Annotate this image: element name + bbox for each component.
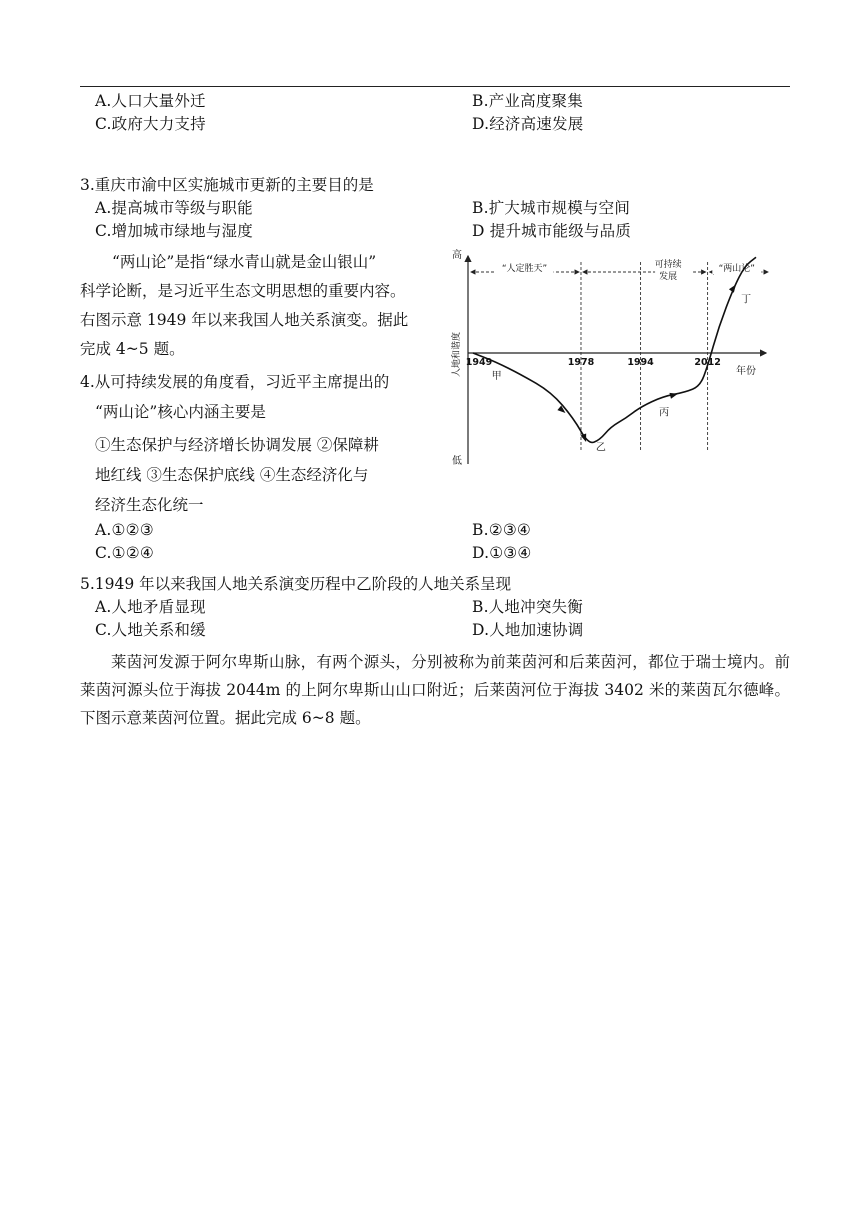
q4-stem-line-5: 经济生态化统一 (95, 496, 204, 514)
phase-label-3: “两山论” (718, 264, 755, 274)
q5-option-b: B.人地冲突失衡 (472, 598, 583, 616)
intro-45-line-1: “两山论”是指“绿水青山就是金山银山” (112, 253, 377, 271)
y-high-label: 高 (452, 250, 462, 261)
prev-option-a: A.人口大量外迁 (95, 92, 206, 110)
intro-45-line-3: 右图示意 1949 年以来我国人地关系演变。据此 (80, 311, 409, 329)
top-rule (80, 86, 790, 87)
phase-label-1: “人定胜天” (501, 264, 548, 274)
stage-label-yi: 乙 (595, 442, 606, 454)
stage-label-ding: 丁 (741, 294, 752, 306)
curve-arrow-4 (729, 283, 739, 293)
q4-option-d: D.①③④ (472, 544, 532, 562)
x-tick-1978: 1978 (567, 357, 595, 368)
prev-option-b: B.产业高度聚集 (472, 92, 583, 110)
q5-option-c: C.人地关系和缓 (95, 621, 206, 639)
intro-45-line-2: 科学论断，是习近平生态文明思想的重要内容。 (80, 282, 406, 300)
series-curve (473, 257, 756, 442)
x-tick-1949: 1949 (465, 357, 493, 368)
q4-option-c: C.①②④ (95, 544, 154, 562)
stage-label-jia: 甲 (491, 371, 502, 383)
phase-label-2-line-2: 发展 (659, 272, 678, 282)
y-low-label: 低 (452, 456, 462, 467)
human-land-relation-chart (446, 242, 776, 474)
intro-68-paragraph: 莱茵河发源于阿尔卑斯山脉，有两个源头，分别被称为前莱茵河和后莱茵河，都位于瑞士境内。前莱茵河源头位于海拔 2044m 的上阿尔卑斯山山口附近；后莱茵河位于海拔 3402 米的莱茵瓦尔德峰。下图示意莱茵河位置。据此完成 6~8 题。 (80, 653, 790, 727)
q3-option-b: B.扩大城市规模与空间 (472, 199, 631, 217)
q5-stem: 5.1949 年以来我国人地关系演变历程中乙阶段的人地关系呈现 (80, 575, 512, 593)
phase-label-2-line-1: 可持续 (654, 260, 682, 270)
q4-stem-line-3: ①生态保护与经济增长协调发展 ②保障耕 (95, 436, 379, 454)
q3-stem: 3.重庆市渝中区实施城市更新的主要目的是 (80, 176, 374, 194)
q4-stem-line-4: 地红线 ③生态保护底线 ④生态经济化与 (95, 466, 369, 484)
intro-45-line-4: 完成 4~5 题。 (80, 340, 185, 358)
q5-option-a: A.人地矛盾显现 (95, 598, 206, 616)
q3-option-d: D 提升城市能级与品质 (472, 222, 632, 240)
x-tick-2012: 2012 (694, 357, 721, 368)
x-axis-label: 年份 (736, 366, 756, 377)
stage-label-bing: 丙 (659, 407, 670, 419)
q4-stem-line-1: 4.从可持续发展的角度看，习近平主席提出的 (80, 373, 390, 391)
prev-option-d: D.经济高速发展 (472, 115, 584, 133)
q5-option-d: D.人地加速协调 (472, 621, 584, 639)
prev-option-c: C.政府大力支持 (95, 115, 206, 133)
y-axis-label: 人地和谐度 (452, 331, 462, 377)
x-tick-1994: 1994 (627, 357, 654, 368)
q3-option-a: A.提高城市等级与职能 (95, 199, 253, 217)
q4-option-a: A.①②③ (95, 521, 154, 539)
q4-option-b: B.②③④ (472, 521, 532, 539)
curve-arrow-3 (669, 391, 678, 399)
q3-option-c: C.增加城市绿地与湿度 (95, 222, 253, 240)
curve-arrow-2 (581, 433, 589, 443)
q4-stem-line-2: “两山论”核心内涵主要是 (95, 403, 266, 421)
